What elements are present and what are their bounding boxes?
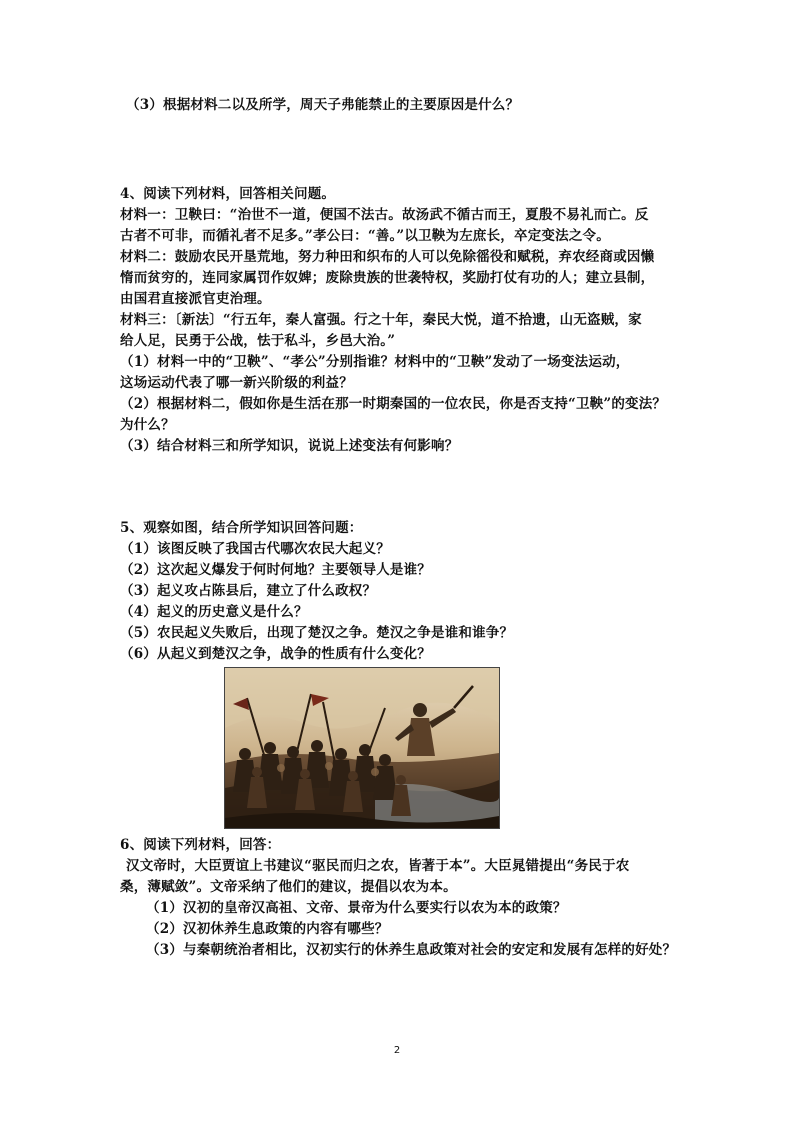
q5-item-5: （5）农民起义失败后，出现了楚汉之争。楚汉之争是谁和谁争？ (120, 625, 514, 641)
q4-question3: （3）结合材料三和所学知识，说说上述变法有何影响？ (120, 438, 459, 454)
q4-material2-line1: 材料二：鼓励农民开垦荒地，努力种田和织布的人可以免除徭役和赋税，弃农经商或因懒 (120, 249, 655, 265)
q4-heading: 4、阅读下列材料，回答相关问题。 (120, 186, 336, 202)
q5-item-6: （6）从起义到楚汉之争，战争的性质有什么变化？ (120, 646, 431, 662)
q6-item-3: （3）与秦朝统治者相比，汉初实行的休养生息政策对社会的安定和发展有怎样的好处？ (146, 942, 677, 958)
q4-question2-line1: （2）根据材料二，假如你是生活在那一时期秦国的一位农民，你是否支持“卫鞅”的变法？ (120, 396, 667, 412)
uprising-painting (224, 667, 500, 829)
q4-material1-line2: 古者不可非，而循礼者不足多。”孝公曰：“善。”以卫鞅为左庶长，卒定变法之令。 (120, 228, 610, 244)
q4-material2-line3: 由国君直接派官吏治理。 (120, 291, 271, 307)
q6-item-1: （1）汉初的皇帝汉高祖、文帝、景帝为什么要实行以农为本的政策？ (146, 900, 567, 916)
q6-material-line1: 汉文帝时，大臣贾谊上书建议“驱民而归之农，皆著于本”。大臣晁错提出“务民于农 (126, 858, 630, 874)
q6-material-line2: 桑，薄赋敛”。文帝采纳了他们的建议，提倡以农为本。 (120, 879, 457, 895)
q4-material1-line1: 材料一：卫鞅曰：“治世不一道，便国不法古。故汤武不循古而王，夏殷不易礼而亡。反 (120, 207, 649, 223)
q5-item-4: （4）起义的历史意义是什么？ (120, 604, 308, 620)
q4-question2-line2: 为什么？ (120, 417, 175, 433)
q6-item-2: （2）汉初休养生息政策的内容有哪些？ (146, 921, 389, 937)
q4-material3-line1: 材料三：〔新法〕“行五年，秦人富强。行之十年，秦民大悦，道不拾遗，山无盗贼，家 (120, 312, 642, 328)
q4-material3-line2: 给人足，民勇于公战，怯于私斗，乡邑大治。” (120, 333, 396, 349)
q5-item-3: （3）起义攻占陈县后，建立了什么政权？ (120, 583, 377, 599)
q5-item-1: （1）该图反映了我国古代哪次农民大起义？ (120, 541, 390, 557)
q6-heading: 6、阅读下列材料，回答： (120, 837, 281, 853)
q5-heading: 5、观察如图，结合所学知识回答问题： (120, 520, 363, 536)
uprising-painting-icon (225, 668, 499, 828)
q3-item-3: （3）根据材料二以及所学，周天子弗能禁止的主要原因是什么？ (126, 97, 520, 113)
q4-question1-line1: （1）材料一中的“卫鞅”、“孝公”分别指谁？材料中的“卫鞅”发动了一场变法运动， (120, 354, 630, 370)
q4-material2-line2: 惰而贫穷的，连同家属罚作奴婢；废除贵族的世袭特权，奖励打仗有功的人；建立县制， (120, 270, 655, 286)
q4-question1-line2: 这场运动代表了哪一新兴阶级的利益？ (120, 375, 353, 391)
page-number: 2 (393, 1045, 401, 1056)
q5-item-2: （2）这次起义爆发于何时何地？主要领导人是谁？ (120, 562, 431, 578)
